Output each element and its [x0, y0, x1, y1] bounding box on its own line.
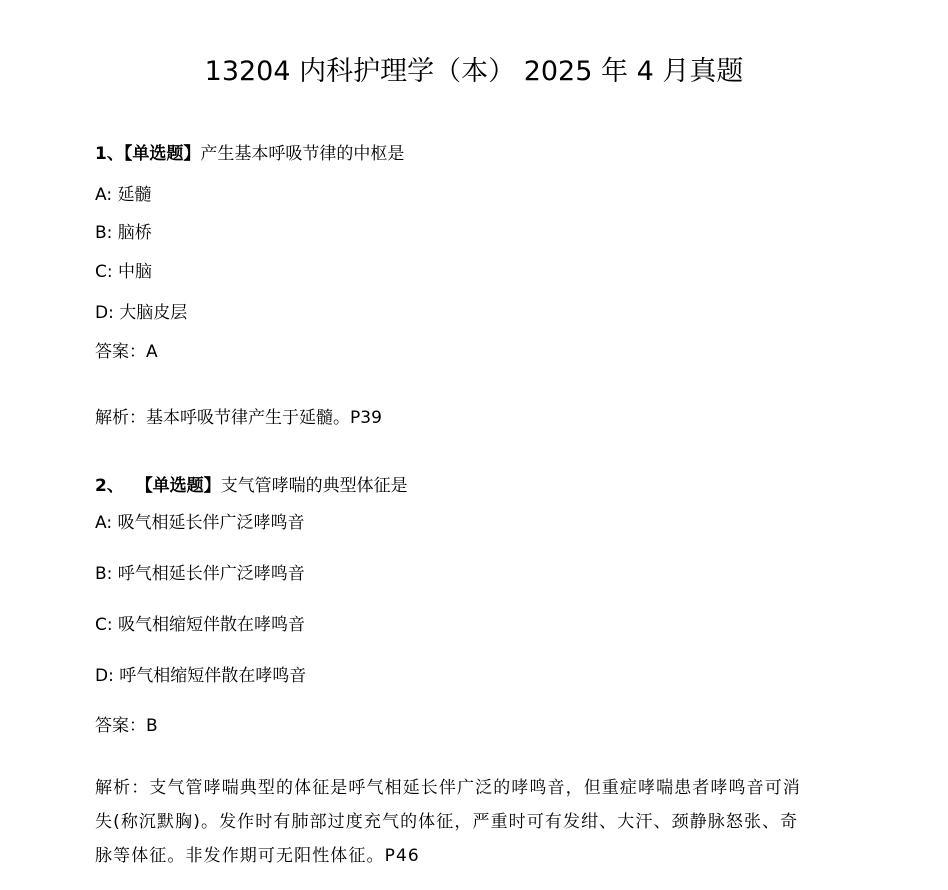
- question-2-option-c: C: 吸气相缩短伴散在哮鸣音: [95, 615, 306, 635]
- question-1-analysis: 解析：基本呼吸节律产生于延髓。P39: [95, 408, 382, 428]
- question-2-type: 【单选题】: [135, 476, 221, 496]
- question-2-option-a: A: 吸气相延长伴广泛哮鸣音: [95, 513, 305, 533]
- question-1-header: [95, 142, 404, 166]
- question-1-number: 1、: [95, 144, 124, 164]
- question-1-answer: 答案：A: [95, 342, 158, 362]
- document-title: 13204 内科护理学（本） 2025 年 4 月真题: [204, 56, 744, 87]
- question-2-analysis-line-3: 脉等体征。非发作期可无阳性体征。P46: [95, 846, 420, 866]
- question-2-analysis: [95, 771, 885, 873]
- question-1-option-c: C: 中脑: [95, 262, 153, 282]
- question-2-number: 2、: [95, 476, 124, 496]
- question-2-analysis-line-1: 解析：支气管哮喘典型的体征是呼气相延长伴广泛的哮鸣音，但重症哮喘患者哮鸣音可消: [95, 778, 801, 798]
- question-2-option-b: B: 呼气相延长伴广泛哮鸣音: [95, 564, 305, 584]
- question-1-stem: 产生基本呼吸节律的中枢是: [200, 144, 405, 164]
- question-1-option-a: A: 延髓: [95, 185, 152, 205]
- question-2-stem: 支气管哮喘的典型体征是: [220, 476, 408, 496]
- question-2-answer: 答案：B: [95, 716, 158, 736]
- question-2-header: [95, 474, 408, 498]
- question-1-option-b: B: 脑桥: [95, 223, 152, 243]
- question-1-option-d: D: 大脑皮层: [95, 303, 188, 323]
- question-2-analysis-line-2: 失(称沉默胸)。发作时有肺部过度充气的体征，严重时可有发绀、大汗、颈静脉怒张、奇: [95, 812, 799, 832]
- question-2-option-d: D: 呼气相缩短伴散在哮鸣音: [95, 666, 307, 686]
- question-1-type: 【单选题】: [123, 144, 201, 164]
